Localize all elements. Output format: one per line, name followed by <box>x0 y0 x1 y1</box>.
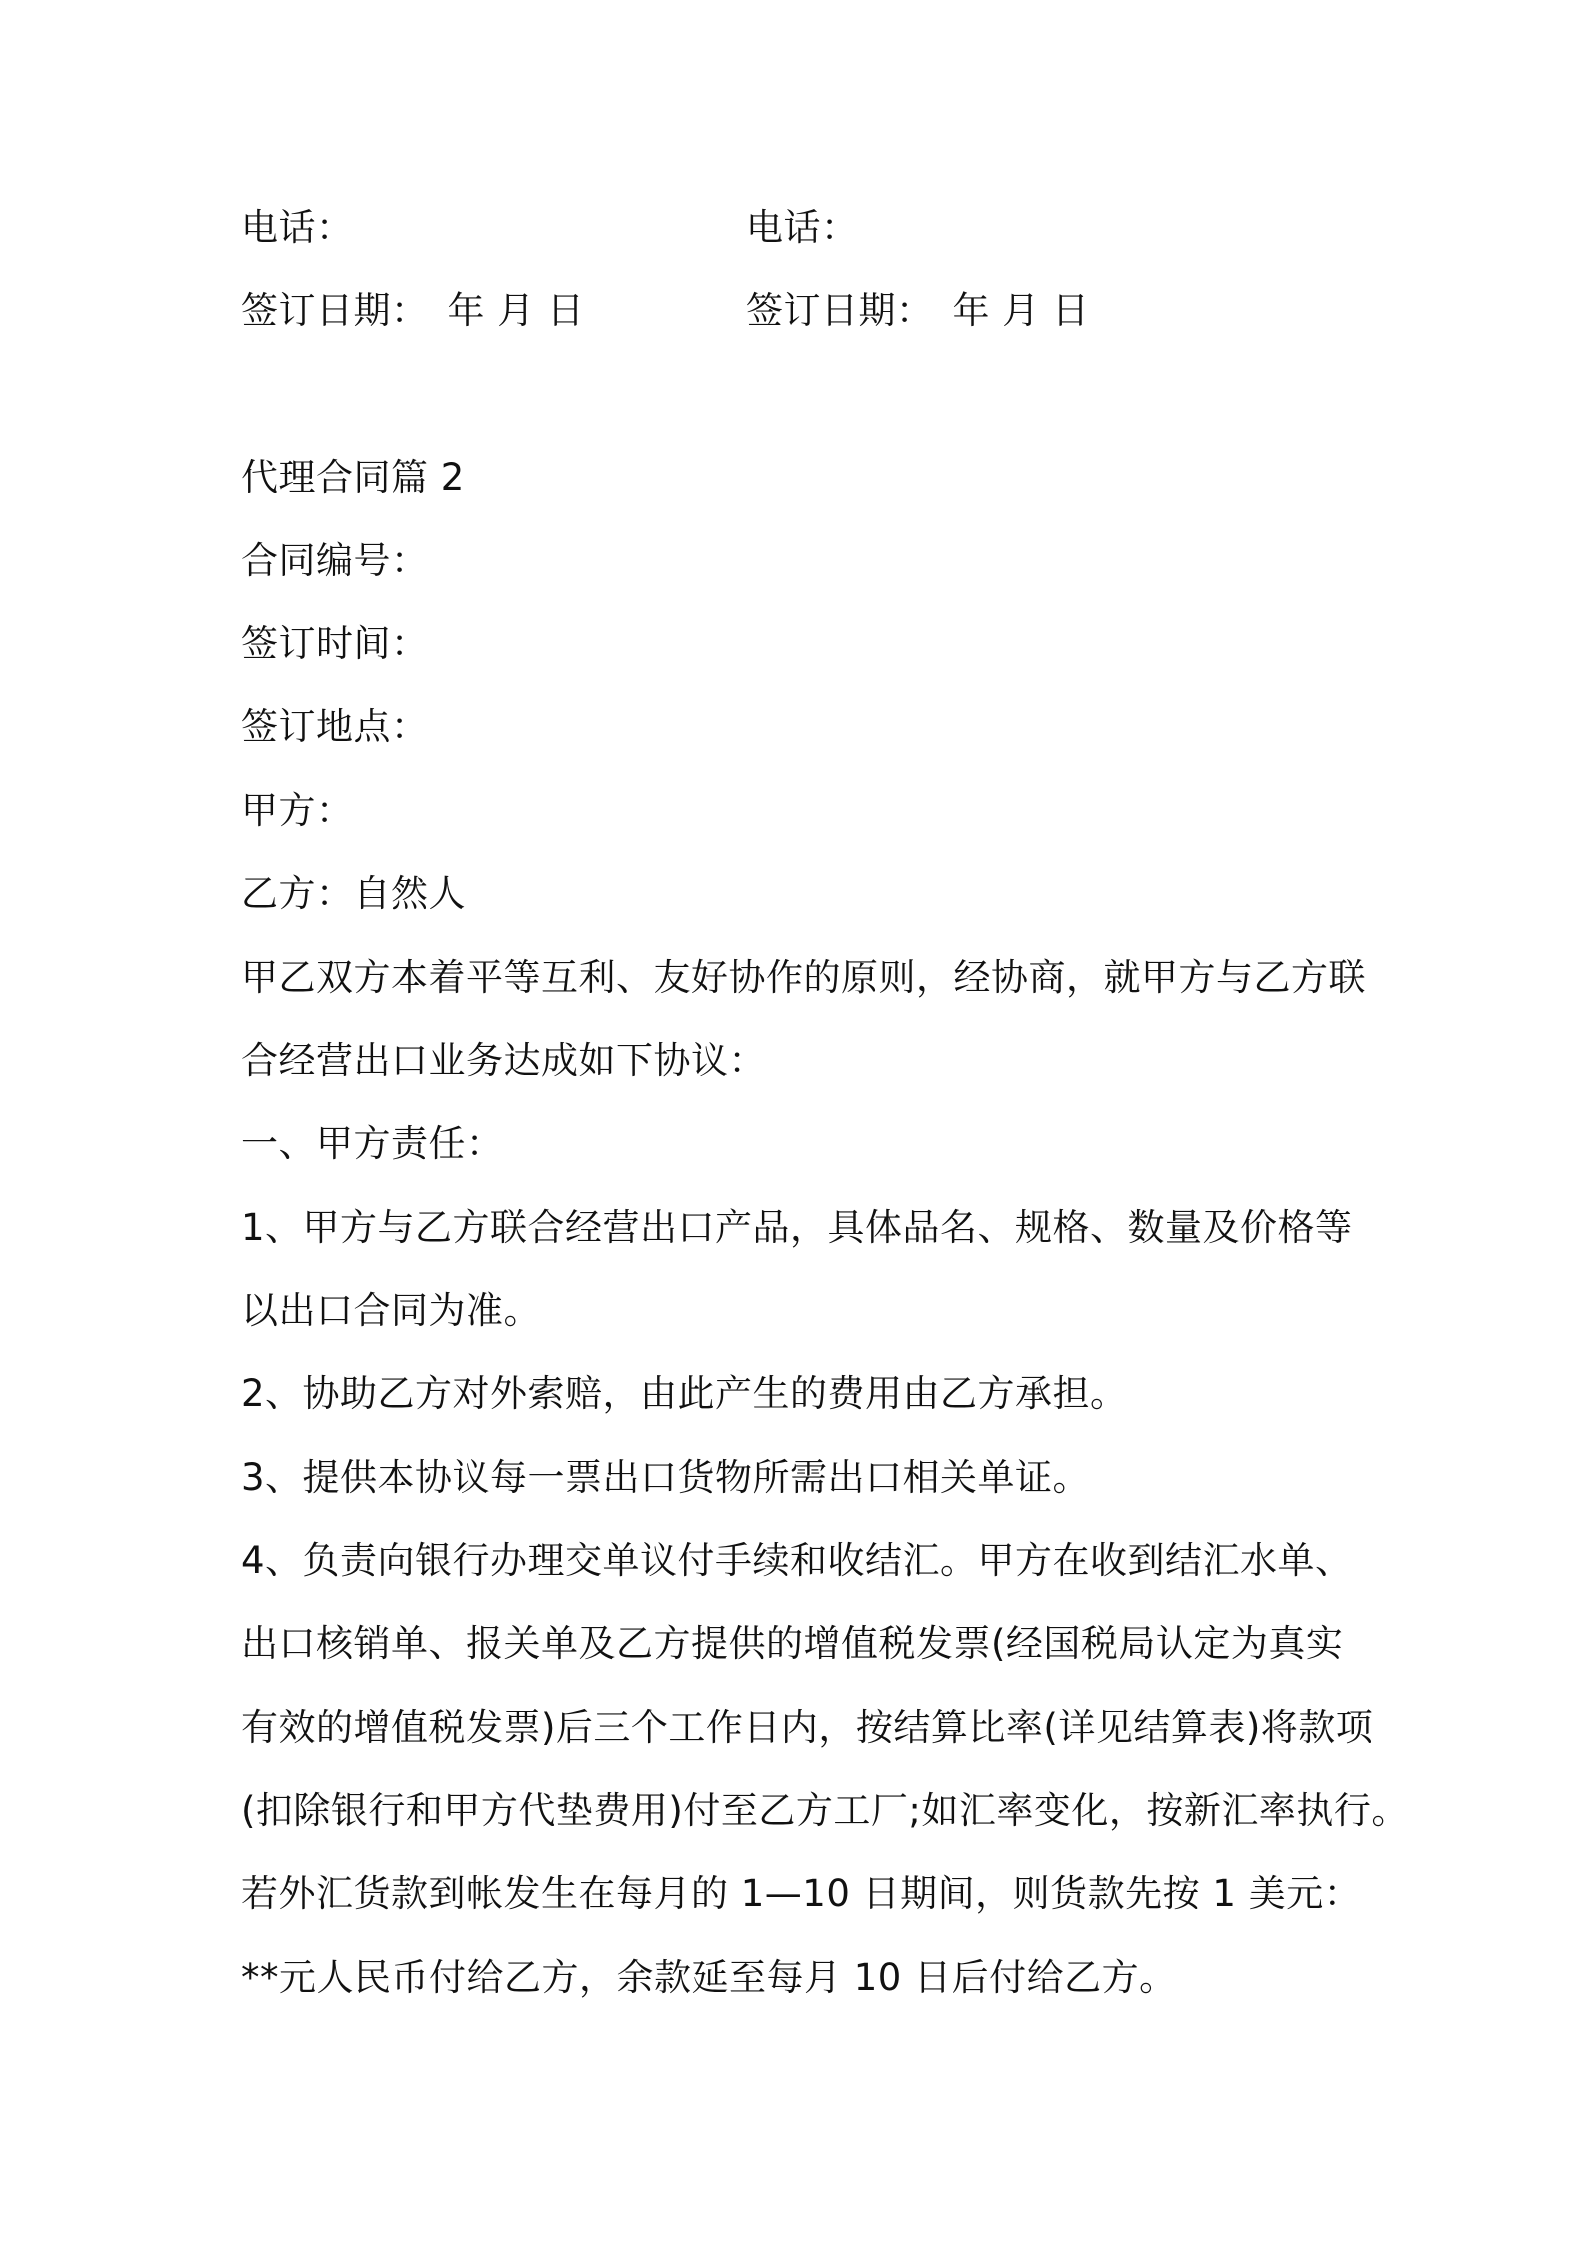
body-line: 以出口合同为准。 <box>241 1289 541 1332</box>
body-line: 出口核销单、报关单及乙方提供的增值税发票(经国税局认定为真实 <box>241 1622 1344 1665</box>
party-a-phone: 电话： <box>241 206 354 249</box>
body-line: 1、甲方与乙方联合经营出口产品，具体品名、规格、数量及价格等 <box>241 1206 1353 1249</box>
body-line: **元人民币付给乙方，余款延至每月 10 日后付给乙方。 <box>241 1956 1177 1999</box>
body-line: 合经营出口业务达成如下协议： <box>241 1039 766 1082</box>
body-line: 2、协助乙方对外索赔，由此产生的费用由乙方承担。 <box>241 1372 1128 1415</box>
field-party-b: 乙方：自然人 <box>241 872 466 915</box>
field-party-a: 甲方： <box>241 789 354 832</box>
body-line: 若外汇货款到帐发生在每月的 1—10 日期间，则货款先按 1 美元： <box>241 1872 1362 1915</box>
body-line: (扣除银行和甲方代垫费用)付至乙方工厂;如汇率变化，按新汇率执行。 <box>241 1789 1409 1832</box>
body-line: 4、负责向银行办理交单议付手续和收结汇。甲方在收到结汇水单、 <box>241 1539 1353 1582</box>
section-title: 代理合同篇 2 <box>241 456 465 499</box>
field-sign-time: 签订时间： <box>241 622 429 665</box>
party-b-sign-date: 签订日期： 年 月 日 <box>746 289 1090 332</box>
party-a-sign-date: 签订日期： 年 月 日 <box>241 289 585 332</box>
body-line: 甲乙双方本着平等互利、友好协作的原则，经协商，就甲方与乙方联 <box>241 956 1366 999</box>
field-contract-number: 合同编号： <box>241 539 429 582</box>
field-sign-place: 签订地点： <box>241 705 429 748</box>
body-line: 有效的增值税发票)后三个工作日内，按结算比率(详见结算表)将款项 <box>241 1706 1374 1749</box>
clause-heading: 一、甲方责任： <box>241 1122 504 1165</box>
party-b-phone: 电话： <box>746 206 859 249</box>
body-line: 3、提供本协议每一票出口货物所需出口相关单证。 <box>241 1456 1091 1499</box>
